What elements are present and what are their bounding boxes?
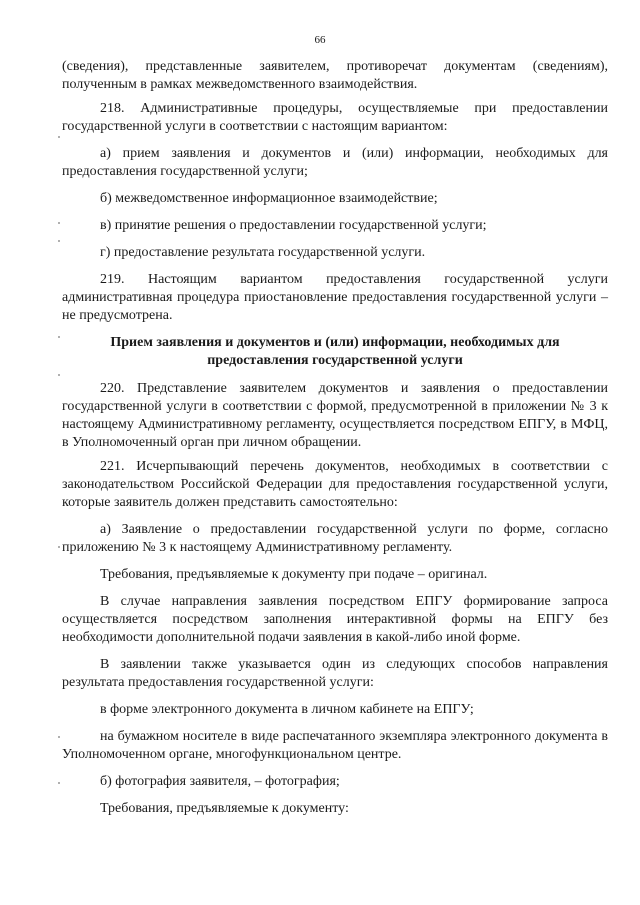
method-electronic: в форме электронного документа в личном кабинете на ЕПГУ; xyxy=(100,702,474,717)
paragraph-result-methods: В заявлении также указывается один из следующих способов направления результата предоставления государственной услуги: xyxy=(62,657,608,690)
page-number: 66 xyxy=(314,34,326,46)
list-item-g: г) предоставление результата государственной услуги. xyxy=(100,245,426,260)
section-title: Прием заявления и документов и (или) информации, необходимых для предоставления государственной услуги xyxy=(110,335,560,368)
document-item-b: б) фотография заявителя, – фотография; xyxy=(100,774,340,789)
paragraph-220: 220. Представление заявителем документов и заявления о предоставлении государственной услуги в соответствии с формой, предусмотренной в приложении № 3 к настоящему Административному регламенту, осуществляется посредством ЕПГУ, в МФЦ, в Уполномоченный орган при личном обращении. xyxy=(62,381,608,450)
method-paper: на бумажном носителе в виде распечатанного экземпляра электронного документа в Уполномоченном органе, многофункциональном центре. xyxy=(62,729,608,762)
list-item-v: в) принятие решения о предоставлении государственной услуги; xyxy=(100,218,487,233)
paragraph-219: 219. Настоящим вариантом предоставления государственной услуги административная процедура приостановление предоставления государственной услуги – не предусмотрена. xyxy=(62,272,608,323)
paragraph-221: 221. Исчерпывающий перечень документов, необходимых в соответствии с законодательством Российской Федерации для предоставления государственной услуги, которые заявитель должен представить самостоятельно: xyxy=(62,459,608,510)
requirements-heading: Требования, предъявляемые к документу: xyxy=(100,801,349,816)
paragraph-continuation: (сведения), представленные заявителем, противоречат документам (сведениям), полученным в рамках межведомственного взаимодействия. xyxy=(62,59,608,92)
list-item-b: б) межведомственное информационное взаимодействие; xyxy=(100,191,438,206)
document-item-a: а) Заявление о предоставлении государственной услуги по форме, согласно приложению № 3 к настоящему Административному регламенту. xyxy=(62,522,608,555)
paragraph-epgu-request: В случае направления заявления посредством ЕПГУ формирование запроса осуществляется посредством заполнения интерактивной формы на ЕПГУ без необходимости дополнительной подачи заявления в какой-либо иной форме. xyxy=(62,594,608,645)
document-body xyxy=(62,58,608,827)
paragraph-218: 218. Административные процедуры, осуществляемые при предоставлении государственной услуги в соответствии с настоящим вариантом: xyxy=(62,101,608,134)
requirement-original: Требования, предъявляемые к документу при подаче – оригинал. xyxy=(100,567,488,582)
list-item-a: а) прием заявления и документов и (или) информации, необходимых для предоставления государственной услуги; xyxy=(62,146,608,179)
